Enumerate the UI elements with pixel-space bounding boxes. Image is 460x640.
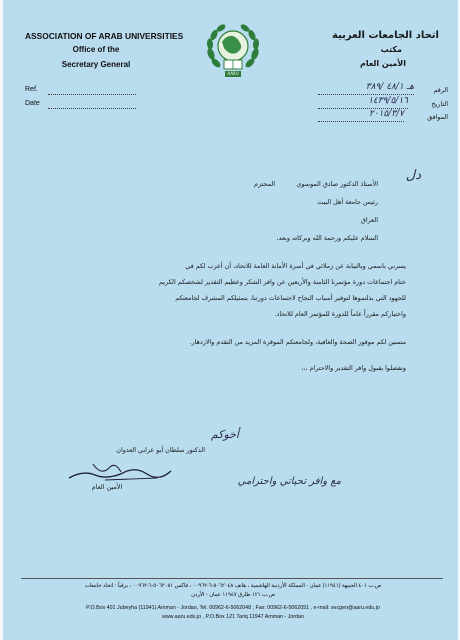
num-value-ar: هـ ٤٨/١ /٣٨٩ <box>365 82 414 92</box>
recipient-title: رئيس جامعة أهل البيت <box>317 198 378 206</box>
secretary-general-en: Secretary General <box>61 60 131 69</box>
ref-label: Ref. <box>25 86 38 93</box>
handwritten-brother: أخوكم <box>210 428 239 441</box>
signer-name: الدكتور سلطان أبو عرابي العدوان <box>116 446 205 454</box>
recipient-honorific: المحترم <box>254 180 275 188</box>
date-label: Date <box>25 100 40 107</box>
wishes-line: متمنين لكم موفور الصحة والعافية، ولجامعتكم الموقرة المزيد من التقدم والازدهار. <box>189 338 406 346</box>
closing-line: وتفضلوا بقبول وافر التقدير والاحترام ،،، <box>301 364 406 372</box>
footer-address-ar-1: ص.ب ٤٠١ الجبيهة (١١٩٤١) عمان - المملكة الأردنية الهاشمية ، هاتف ٥٠٦٢٠٤٨-٦-٠٠٩٦٢ ، فاكس ٥٠٦٢٠٥١-٦-٠٠٩٦٢ ، برقياً : اتحاد جامعات <box>84 583 382 589</box>
footer-address-ar-2: ص.ب ١٢١ طارق ١١٩٤٧ عمان - الأردن <box>191 592 275 598</box>
date-ar-label: التاريخ <box>431 100 448 108</box>
signer-title: الأمين العام <box>91 483 123 491</box>
num-line <box>318 94 414 95</box>
recipient-name: الأستاذ الدكتور صادق الموسوي <box>296 180 378 188</box>
footer-address-en-2: www.aaru.edu.jo , P.O.Box 121 Tariq 11947 Amman - Jordan <box>162 614 304 620</box>
aaru-logo <box>202 20 264 80</box>
org-name-en: ASSOCIATION OF ARAB UNIVERSITIES <box>25 31 184 41</box>
date-line <box>48 108 136 109</box>
footer-divider <box>21 578 443 579</box>
corresponding-value-ar: ٢٠١٥/٣/٧ <box>368 109 404 119</box>
signature-scribble <box>65 456 175 486</box>
body-line-1: يسرني باسمي وبالنيابة عن زملائي في أسرة الأمانة العامة للاتحاد، أن أعرب لكم في <box>185 262 406 270</box>
body-line-4: واختياركم مقرراً عاماً للدورة للمؤتمر العام للاتحاد. <box>274 310 406 318</box>
logo-caption: AARU <box>227 71 239 76</box>
corresponding-label-ar: الموافق <box>427 113 448 121</box>
margin-note: دل <box>405 168 421 183</box>
body-line-2: ختام اجتماعات دورة مؤتمرنا الثامنة والأربعين عن وافر الشكر وعظيم التقدير لشخصكم الكريم <box>158 278 406 286</box>
office-label-en: Office of the <box>72 45 120 54</box>
ref-line <box>48 94 136 95</box>
greeting: السلام عليكم ورحمة الله وبركاته وبعد، <box>276 234 378 242</box>
recipient-country: العراق <box>360 216 378 224</box>
body-line-3: للجهود التي بذلتموها لتوفير أسباب النجاح لاجتماعات دورتنا، بتمثيلكم المشرف لجامعتكم <box>175 294 406 302</box>
secretary-general-ar: الأمين العام <box>359 59 406 68</box>
footer-address-en-1: P.O.Box 401 Jubeyha (11941) Amman - Jordan, Tel. 00962-6-5062048 , Fax: 00962-6-5062051 , e-mail: secgen@aaru.edu.jo <box>86 605 380 611</box>
corresponding-line <box>318 121 404 122</box>
handwritten-regards: مع وافر تحياتي واحترامي <box>237 476 341 487</box>
date-ar-value: ١٤٣٩/٥/١٦ <box>368 96 408 106</box>
office-label-ar: مكتب <box>380 45 402 54</box>
num-label-ar: الرقم <box>433 86 448 94</box>
org-name-ar: اتحاد الجامعات العربية <box>332 30 439 41</box>
